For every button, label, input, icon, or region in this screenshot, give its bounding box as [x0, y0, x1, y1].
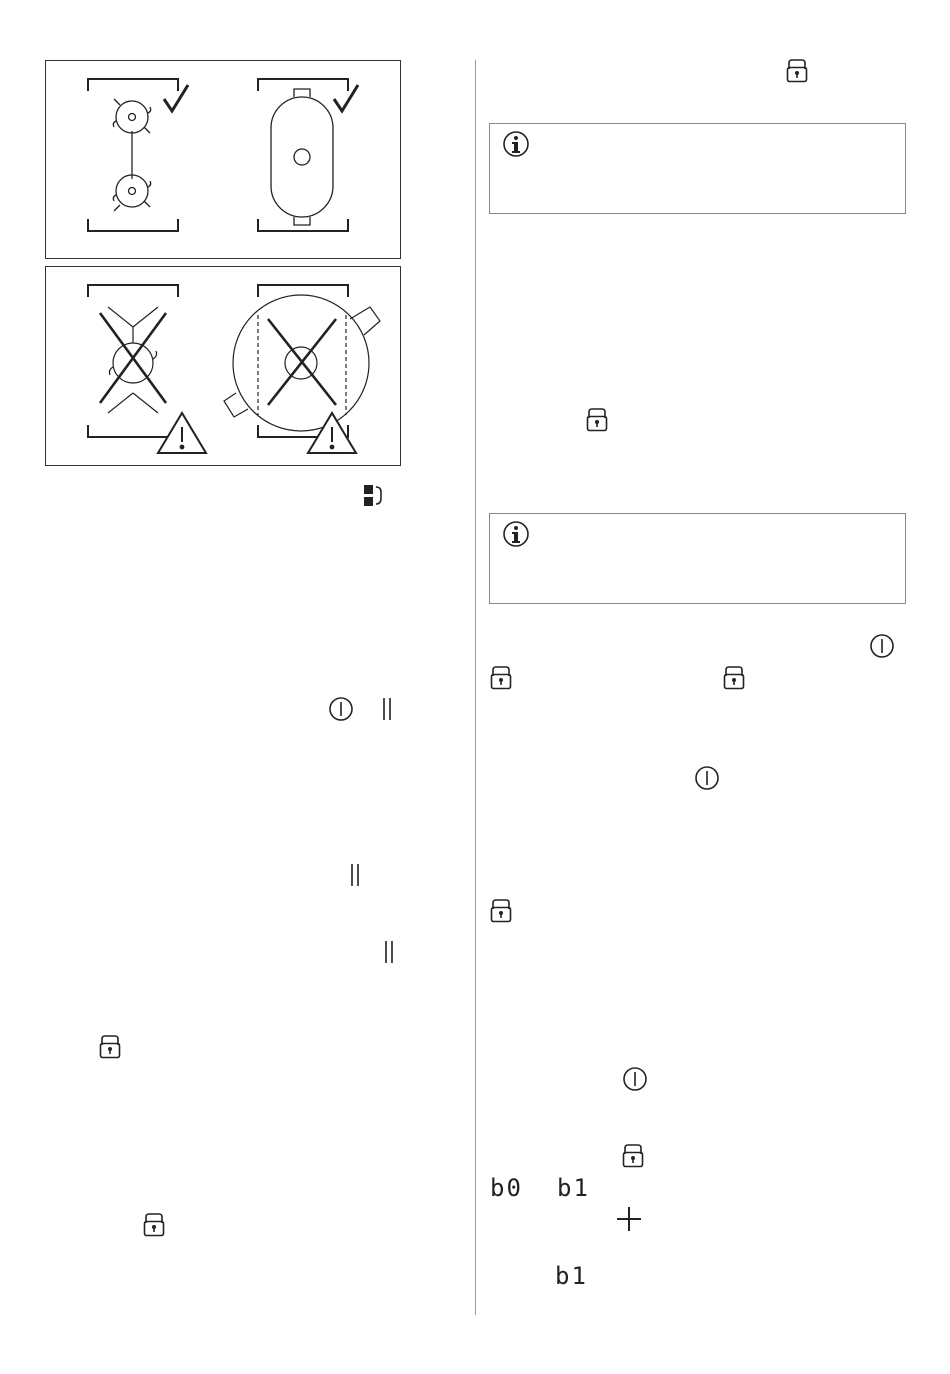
figure-wrong-cookware: [45, 266, 401, 466]
pause-icon: [382, 940, 396, 964]
lock-icon: [622, 1143, 644, 1169]
on-off-icon: [869, 633, 895, 659]
correct-cookware-illustration: [46, 61, 400, 258]
display-level-b1: b1: [557, 1174, 590, 1202]
lock-icon: [490, 665, 512, 691]
check-icon: [334, 85, 358, 111]
plus-icon: [616, 1206, 642, 1232]
check-icon: [164, 85, 188, 111]
lock-icon: [586, 407, 608, 433]
info-note-box: [489, 513, 906, 604]
info-icon: [502, 520, 530, 548]
on-off-icon: [622, 1066, 648, 1092]
info-note-box: [489, 123, 906, 214]
wrong-cookware-illustration: [46, 267, 400, 465]
pause-icon: [348, 863, 362, 887]
bridge-zone-icon: [363, 484, 383, 508]
display-level-b0: b0: [490, 1174, 523, 1202]
column-divider: [475, 60, 476, 1315]
on-off-icon: [328, 696, 354, 722]
lock-icon: [99, 1034, 121, 1060]
lock-icon: [786, 58, 808, 84]
warning-icon: [158, 413, 206, 453]
lock-icon: [143, 1212, 165, 1238]
info-icon: [502, 130, 530, 158]
display-level-b1-result: b1: [555, 1262, 588, 1290]
lock-icon: [723, 665, 745, 691]
on-off-icon: [694, 765, 720, 791]
pause-icon: [380, 697, 394, 721]
figure-correct-cookware: [45, 60, 401, 259]
lock-icon: [490, 898, 512, 924]
